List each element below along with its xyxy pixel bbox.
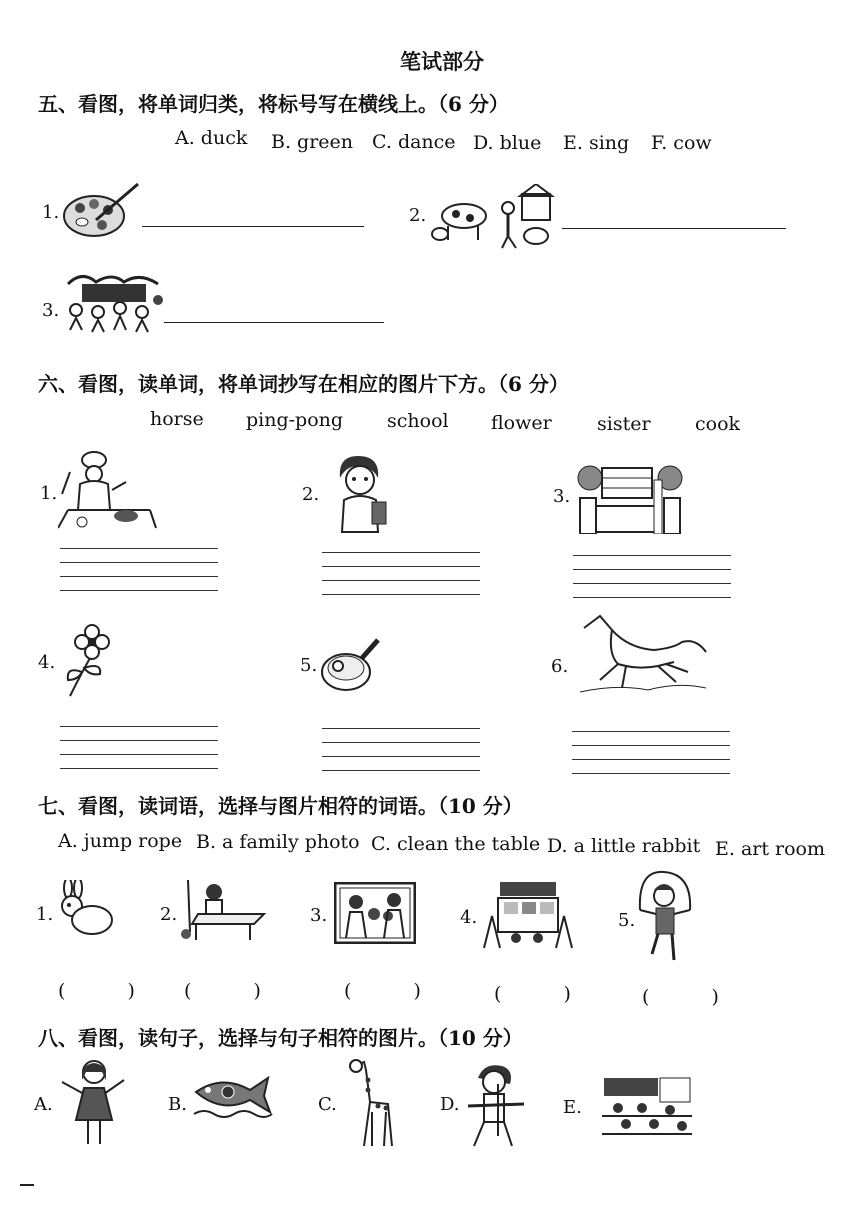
- s5-option-c: C. dance: [372, 131, 456, 153]
- s7-item-5-number: 5.: [618, 910, 636, 931]
- corner-mark: [20, 1184, 34, 1186]
- boy-cleaning-table-icon: [178, 878, 268, 942]
- s6-word-ping-pong: ping-pong: [246, 409, 344, 431]
- s7-item-4-number: 4.: [460, 907, 478, 928]
- s5-item-3-number: 3.: [42, 300, 60, 321]
- s6-item-3-number: 3.: [553, 486, 571, 507]
- s6-item-4-number: 4.: [38, 652, 56, 673]
- s5-option-e: E. sing: [563, 132, 630, 154]
- s6-writing-lines-1[interactable]: [60, 548, 218, 593]
- s7-option-b: B. a family photo: [196, 831, 360, 853]
- paint-palette-icon: [60, 180, 142, 240]
- s6-writing-lines-5[interactable]: [322, 728, 480, 773]
- giraffe-icon: [342, 1056, 398, 1148]
- s7-answer-paren-5[interactable]: ( ): [642, 986, 747, 1008]
- s8-item-d-label: D.: [440, 1094, 460, 1115]
- s5-option-f: F. cow: [651, 132, 712, 154]
- s6-writing-lines-4[interactable]: [60, 726, 218, 771]
- s6-word-horse: horse: [150, 408, 204, 430]
- s6-writing-lines-6[interactable]: [572, 731, 730, 776]
- s5-item-1-number: 1.: [42, 202, 60, 223]
- s5-option-b: B. green: [271, 131, 354, 153]
- cook-icon: [58, 450, 158, 532]
- children-dancing-icon: [62, 270, 166, 338]
- classroom-icon: [598, 1074, 696, 1142]
- art-room-icon: [480, 880, 576, 950]
- flower-icon: [62, 622, 114, 698]
- s7-item-3-number: 3.: [310, 905, 328, 926]
- section-8-heading: 八、看图，读句子，选择与句子相符的图片。（10 分）: [38, 1026, 523, 1050]
- girl-jumping-rope-icon: [634, 870, 696, 966]
- s8-item-c-label: C.: [318, 1094, 337, 1115]
- fish-icon: [192, 1070, 274, 1122]
- s7-option-c: C. clean the table: [371, 833, 541, 855]
- s6-word-flower: flower: [491, 412, 552, 434]
- horse-icon: [578, 612, 708, 694]
- farm-animals-icon: [430, 184, 556, 250]
- section-5-heading: 五、看图，将单词归类，将标号写在横线上。（6 分）: [38, 92, 509, 116]
- s7-answer-paren-3[interactable]: ( ): [344, 980, 449, 1002]
- s6-word-cook: cook: [695, 413, 741, 435]
- s5-option-d: D. blue: [473, 132, 542, 154]
- dancing-girl-icon: [58, 1058, 128, 1148]
- s6-writing-lines-2[interactable]: [322, 552, 480, 597]
- s7-option-d: D. a little rabbit: [547, 835, 701, 857]
- section-7-heading: 七、看图，读词语，选择与图片相符的词语。（10 分）: [38, 794, 523, 818]
- s7-item-2-number: 2.: [160, 904, 178, 925]
- s7-answer-paren-2[interactable]: ( ): [184, 980, 289, 1002]
- s5-option-a: A. duck: [175, 127, 248, 149]
- s8-item-b-label: B.: [168, 1094, 187, 1115]
- school-building-icon: [576, 460, 684, 534]
- s5-answer-line-3[interactable]: [164, 322, 384, 323]
- s7-answer-paren-4[interactable]: ( ): [494, 983, 599, 1005]
- boy-playing-erhu-icon: [464, 1062, 528, 1148]
- s5-answer-line-2[interactable]: [562, 228, 786, 229]
- s8-item-a-label: A.: [34, 1094, 53, 1115]
- sister-icon: [328, 452, 390, 536]
- s6-word-school: school: [387, 410, 449, 432]
- s6-item-5-number: 5.: [300, 655, 318, 676]
- s6-word-sister: sister: [597, 413, 651, 435]
- s6-item-1-number: 1.: [40, 483, 58, 504]
- s7-item-1-number: 1.: [36, 904, 54, 925]
- s6-item-6-number: 6.: [551, 656, 569, 677]
- s6-writing-lines-3[interactable]: [573, 555, 731, 600]
- s8-item-e-label: E.: [563, 1097, 582, 1118]
- rabbit-icon: [54, 880, 116, 938]
- family-photo-icon: [334, 882, 416, 944]
- ping-pong-paddle-icon: [320, 634, 384, 694]
- section-6-heading: 六、看图，读单词，将单词抄写在相应的图片下方。（6 分）: [38, 372, 569, 396]
- s7-option-e: E. art room: [715, 838, 826, 860]
- s7-option-a: A. jump rope: [58, 830, 183, 852]
- s5-item-2-number: 2.: [409, 205, 427, 226]
- s6-item-2-number: 2.: [302, 484, 320, 505]
- s7-answer-paren-1[interactable]: ( ): [58, 980, 163, 1002]
- s5-answer-line-1[interactable]: [142, 226, 364, 227]
- page-title: 笔试部分: [400, 49, 484, 74]
